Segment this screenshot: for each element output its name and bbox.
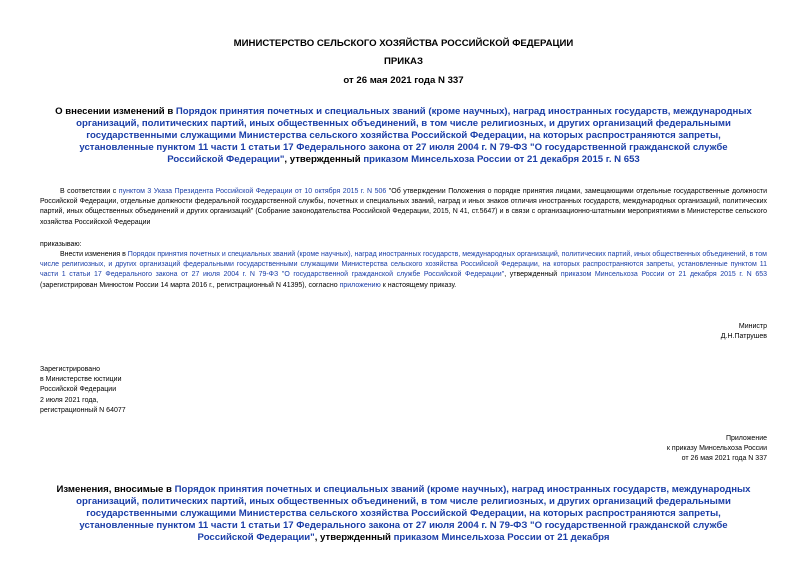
order-date-number: от 26 мая 2021 года N 337 — [343, 75, 464, 86]
order-text-3: (зарегистрирован Минюстом России 14 марта 2016 г., регистрационный N 41395), согласно — [40, 281, 340, 289]
registration-line: Российской Федерации — [40, 386, 117, 394]
changes-title-link-procedure[interactable]: Порядок принятия почетных и специальных званий (кроме научных), наград иностранных государств, международных организаций, политических партий, иных общественных объединений, в том числе религиозных, и других организаций федеральными государственными служащими Министерства сельского хозяйства Российской Федерации, на которых распространяются запреты, установленные пунктом 11 части 1 статьи 17 Федерального закона от 27 июля 2004 г. N 79-ФЗ "О государственной гражданской службе Российской Федерации" — [76, 484, 751, 544]
registration-line: Зарегистрировано — [40, 366, 100, 373]
order-text-2: , утвержденный — [504, 271, 561, 279]
preamble-paragraph — [40, 187, 767, 228]
registration-line: 2 июля 2021 года, — [40, 396, 99, 404]
ministry-heading: МИНИСТЕРСТВО СЕЛЬСКОГО ХОЗЯЙСТВА РОССИЙСКОЙ ФЕДЕРАЦИИ — [233, 38, 574, 49]
changes-title-link-order[interactable]: приказом Минсельхоза России от 21 декабря — [393, 532, 610, 544]
order-title — [52, 106, 755, 166]
changes-title-prefix: Изменения, вносимые в — [56, 484, 175, 495]
preamble-link-decree[interactable]: пунктом 3 Указа Президента Российской Федерации от 10 октября 2015 г. N 506 — [118, 188, 387, 195]
title-link-order-653[interactable]: приказом Минсельхоза России от 21 декабря 2015 г. N 653 — [363, 154, 640, 166]
title-link-procedure[interactable]: Порядок принятия почетных и специальных званий (кроме научных), наград иностранных государств, международных организаций, политических партий, иных общественных объединений, в том числе религиозных, и других организаций федеральными государственными служащими Министерства сельского хозяйства Российской Федерации, на которых распространяются запреты, установленные пунктом 11 части 1 статьи 17 Федерального закона от 27 июля 2004 г. N 79-ФЗ "О государственной гражданской службе Российской Федерации" — [76, 106, 752, 166]
order-word: приказываю: — [40, 241, 82, 248]
order-text-4: к настоящему приказу. — [380, 281, 457, 289]
registration-line: в Министерстве юстиции — [40, 376, 122, 384]
appendix-note-line: Приложение — [725, 435, 767, 442]
order-link-order-653[interactable]: приказом Минсельхоза России от 21 декабря 2015 г. N 653 — [560, 271, 767, 279]
appendix-note-line: к приказу Минсельхоза России — [666, 445, 767, 453]
order-link-procedure[interactable]: Порядок принятия почетных и специальных званий (кроме научных), наград иностранных государств, международных организаций, политических партий, иных общественных объединений, в том числе религиозных, и других организаций федеральными государственными служащими Министерства сельского хозяйства Российской Федерации, на которых распространяются запреты, установленные пунктом 11 части 1 статьи 17 Федерального закона от 27 июля 2004 г. N 79-ФЗ "О государственной гражданской службе Российской Федерации" — [40, 251, 767, 279]
signature-name: Д.Н.Патрушев — [720, 333, 767, 341]
order-text-1: Внести изменения в — [60, 251, 128, 258]
appendix-note-line: от 26 мая 2021 года N 337 — [681, 455, 767, 463]
order-paragraph — [40, 250, 767, 291]
title-middle: , утвержденный — [284, 154, 364, 166]
changes-title — [52, 484, 755, 544]
registration-line: регистрационный N 64077 — [40, 406, 126, 414]
order-link-appendix[interactable]: приложению — [339, 281, 381, 289]
changes-title-middle: , утвержденный — [314, 532, 394, 544]
preamble-text-2: "Об утверждении Положения о порядке принятия лицами, замещающими отдельные государственные должности Российской Федерации, отдельные должности федеральной государственной службы, почетных и специальных званий, наград и иных знаков отличия иностранных государств, международных организаций, политических партий, иных общественных объединений и других организаций" (Собрание законодательства Российской Федерации, 2015, N 41, ст.5647) и в связи с организационно-штатными мероприятиями в Министерстве сельского хозяйства Российской Федерации — [40, 188, 768, 226]
doc-type-heading: ПРИКАЗ — [384, 56, 423, 67]
appendix-note — [667, 434, 767, 465]
preamble-text-1: В соответствии с — [60, 188, 119, 195]
registration-block — [40, 365, 126, 416]
signature-position: Министр — [738, 323, 767, 330]
signature-block — [721, 322, 767, 342]
title-prefix: О внесении изменений в — [55, 106, 176, 117]
